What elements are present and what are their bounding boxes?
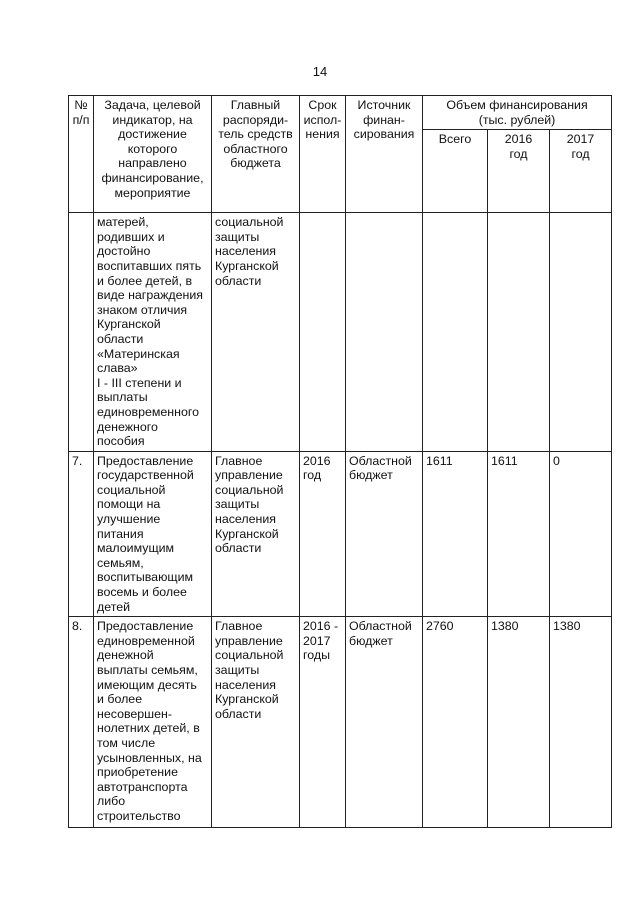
cell-manager: социальной защиты населения Курганской области: [212, 213, 300, 452]
cell-source: Областной бюджет: [346, 451, 423, 617]
cell-term: [300, 213, 346, 452]
financing-table: [68, 95, 612, 828]
cell-term: 2016 год: [300, 451, 346, 617]
cell-2017: [550, 213, 612, 452]
cell-num: 7.: [69, 451, 94, 617]
table-row: [69, 451, 612, 617]
cell-term: 2016 - 2017 годы: [300, 617, 346, 828]
header-total: Всего: [423, 130, 488, 213]
cell-task: матерей, родивших и достойно воспитавших пять и более детей, в виде награждения знаком отличия Курганской области «Материнская слава» I - III степени и выплаты единовременного денежного пособия: [94, 213, 212, 452]
cell-manager: Главное управление социальной защиты населения Курганской области: [212, 617, 300, 828]
cell-2016: 1611: [488, 451, 550, 617]
cell-task: Предоставление единовременной денежной выплаты семьям, имеющим десять и более несовершен- нолетних детей, в том числе усыновленных, на приобретение автотранспорта либо строительство: [94, 617, 212, 828]
cell-2017: 1380: [550, 617, 612, 828]
cell-total: 2760: [423, 617, 488, 828]
header-term: Срок испол- нения: [300, 96, 346, 213]
cell-source: [346, 213, 423, 452]
header-task: Задача, целевой индикатор, на достижение которого направлено финансирование, мероприятие: [94, 96, 212, 213]
page-number: 14: [312, 64, 328, 79]
header-2016: 2016 год: [488, 130, 550, 213]
cell-2016: 1380: [488, 617, 550, 828]
cell-task: Предоставление государственной социальной помощи на улучшение питания малоимущим семьям, воспитывающим восемь и более детей: [94, 451, 212, 617]
table-row: [69, 617, 612, 828]
cell-manager: Главное управление социальной защиты населения Курганской области: [212, 451, 300, 617]
header-row: [69, 96, 612, 130]
header-funding: Объем финансирования (тыс. рублей): [423, 96, 612, 130]
cell-source: Областной бюджет: [346, 617, 423, 828]
cell-num: 8.: [69, 617, 94, 828]
table-row: [69, 213, 612, 452]
cell-total: 1611: [423, 451, 488, 617]
header-manager: Главный распоряди- тель средств областного бюджета: [212, 96, 300, 213]
header-2017: 2017 год: [550, 130, 612, 213]
cell-total: [423, 213, 488, 452]
header-source: Источник финан- сирования: [346, 96, 423, 213]
cell-2016: [488, 213, 550, 452]
cell-2017: 0: [550, 451, 612, 617]
header-num: № п/п: [69, 96, 94, 213]
cell-num: [69, 213, 94, 452]
